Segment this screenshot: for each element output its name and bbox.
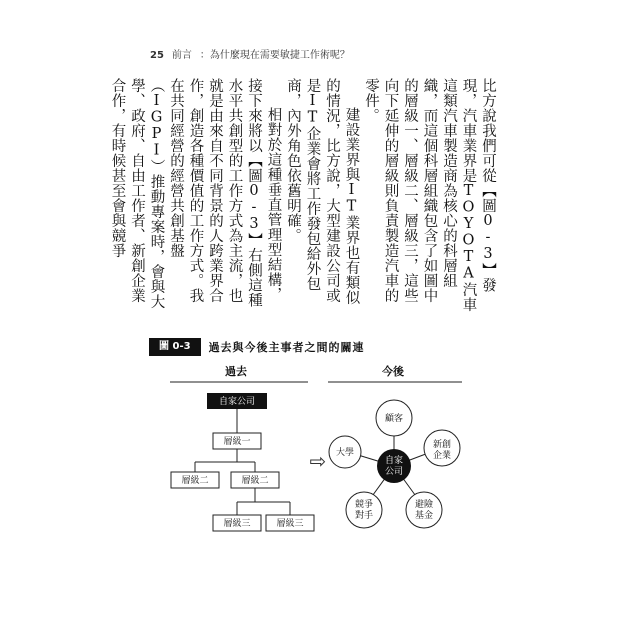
svg-text:對手: 對手 [354, 511, 374, 521]
paragraph-1: 比方說我們可從【圖0-3】發現，汽車業界是TOYOTA汽車這類汽車製造商為核心的科層組織，而這個科層組織包含了如圖中的層級一、層級二、層級三，這些向下延伸的層級則負責製造汽車的零件。 [363, 78, 496, 312]
past-level2-box-left [171, 472, 219, 488]
paragraph-2: 建設業界與IT業界也有類似的情況，比方說，大型建設公司或是IT企業會將工作發包給外包商，內外角色依舊明確。 [285, 78, 360, 305]
future-node-customer [376, 400, 412, 436]
svg-text:大學: 大學 [335, 448, 355, 458]
svg-text:公司: 公司 [384, 467, 404, 477]
svg-text:競爭: 競爭 [354, 500, 374, 510]
svg-text:顧客: 顧客 [384, 414, 404, 424]
past-heading: 過去 [225, 365, 247, 378]
svg-text:層級三: 層級三 [276, 519, 304, 529]
figure-title: 過去與今後主事者之間的關連 [208, 341, 365, 354]
svg-text:層級二: 層級二 [181, 476, 209, 486]
svg-text:避險: 避險 [414, 500, 434, 510]
svg-text:層級一: 層級一 [223, 437, 251, 447]
right-arrow-icon: ⇨ [309, 449, 327, 473]
svg-text:自家: 自家 [384, 456, 404, 466]
svg-text:自家公司: 自家公司 [218, 397, 256, 407]
section-name: 前言 [171, 50, 192, 61]
figure-label: 圖 0-3 [149, 338, 201, 356]
future-node-hedge-fund [406, 492, 442, 528]
future-node-startup [424, 430, 460, 466]
page-number: 25 [150, 50, 164, 61]
future-node-university [329, 436, 361, 468]
chapter-title: ：為什麼現在需要敏捷工作術呢？ [199, 50, 350, 61]
svg-text:新創: 新創 [432, 440, 452, 450]
past-level2-box-right [231, 472, 279, 488]
future-center-node [377, 449, 411, 483]
svg-text:層級三: 層級三 [223, 519, 251, 529]
hierarchy-connectors [195, 409, 290, 515]
past-level1-box [213, 433, 261, 449]
future-heading: 今後 [382, 365, 404, 378]
svg-text:層級二: 層級二 [241, 476, 269, 486]
svg-text:企業: 企業 [432, 451, 452, 461]
past-level3-box-right [266, 515, 314, 531]
past-top-box [207, 393, 267, 409]
future-node-competitor [346, 492, 382, 528]
past-level3-box-left [213, 515, 261, 531]
paragraph-3: 相對於這種垂直管理型結構，接下來將以【圖0-3】右側這種水平共創型的工作方式為主流，也就是由來自不同背景的人跨業界合作，創造各種價值的工作方式。我在共同經營的經營共創基盤（IGPI）推動專案時，會與大學、政府、自由工作者、新創企業合作，有時候甚至會與競爭 [109, 78, 282, 309]
svg-text:基金: 基金 [414, 511, 434, 521]
